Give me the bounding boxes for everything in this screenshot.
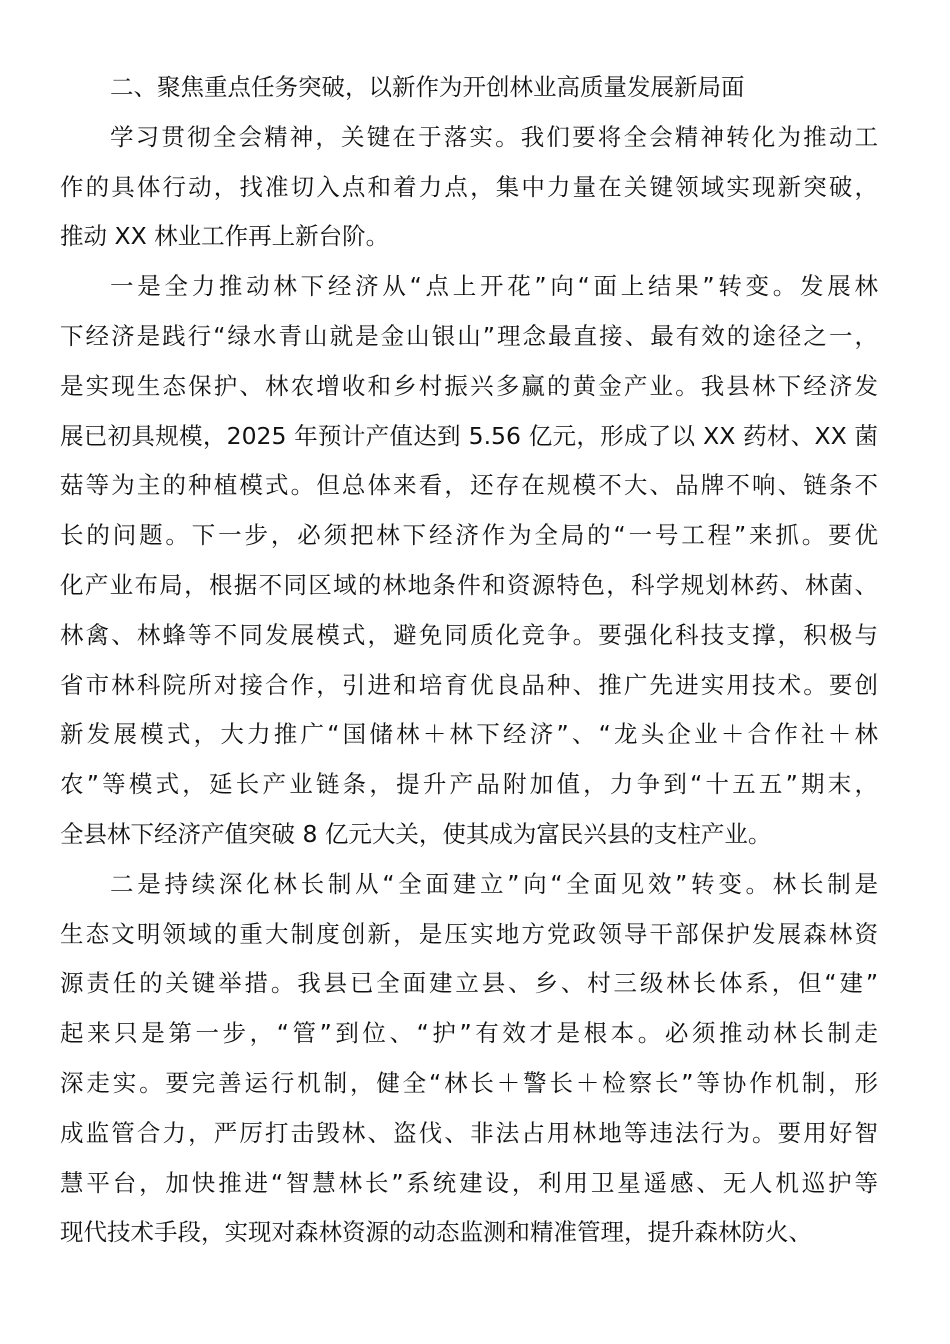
paragraph xyxy=(60,860,878,1258)
text-line: 源责任的关键举措。我县已全面建立县、乡、村三级林长体系，但“建” xyxy=(60,969,878,998)
text-line: 现代技术手段，实现对森林资源的动态监测和精准管理，提升森林防火、 xyxy=(60,1218,812,1247)
text-line: 全县林下经济产值突破 8 亿元大关，使其成为富民兴县的支柱产业。 xyxy=(60,819,772,848)
text-line: 一是全力推动林下经济从“点上开花”向“面上结果”转变。发展林 xyxy=(110,272,878,301)
document-body xyxy=(60,63,878,1258)
text-line: 新发展模式，大力推广“国储林＋林下经济”、“龙头企业＋合作社＋林 xyxy=(60,720,878,749)
text-line: 生态文明领域的重大制度创新，是压实地方党政领导干部保护发展森林资 xyxy=(60,919,878,948)
text-line: 慧平台，加快推进“智慧林长”系统建设，利用卫星遥感、无人机巡护等 xyxy=(60,1168,878,1197)
text-line: 菇等为主的种植模式。但总体来看，还存在规模不大、品牌不响、链条不 xyxy=(60,471,878,500)
text-line: 展已初具规模，2025 年预计产值达到 5.56 亿元，形成了以 XX 药材、XX 菌 xyxy=(60,421,878,450)
paragraph xyxy=(60,262,878,860)
text-line: 二是持续深化林长制从“全面建立”向“全面见效”转变。林长制是 xyxy=(110,869,878,898)
text-line: 下经济是践行“绿水青山就是金山银山”理念最直接、最有效的途径之一， xyxy=(60,321,878,350)
text-line: 作的具体行动，找准切入点和着力点，集中力量在关键领域实现新突破， xyxy=(60,172,878,201)
text-line: 长的问题。下一步，必须把林下经济作为全局的“一号工程”来抓。要优 xyxy=(60,521,878,550)
text-line: 化产业布局，根据不同区域的林地条件和资源特色，科学规划林药、林菌、 xyxy=(60,570,878,599)
text-line: 是实现生态保护、林农增收和乡村振兴多赢的黄金产业。我县林下经济发 xyxy=(60,371,878,400)
text-line: 二、聚焦重点任务突破，以新作为开创林业高质量发展新局面 xyxy=(110,73,745,101)
text-line: 深走实。要完善运行机制，健全“林长＋警长＋检察长”等协作机制，形 xyxy=(60,1068,878,1097)
paragraph xyxy=(60,113,878,262)
text-line: 农”等模式，延长产业链条，提升产品附加值，力争到“十五五”期末， xyxy=(60,770,878,799)
section-heading xyxy=(60,63,878,113)
text-line: 林禽、林蜂等不同发展模式，避免同质化竞争。要强化科技支撑，积极与 xyxy=(60,620,878,649)
text-line: 学习贯彻全会精神，关键在于落实。我们要将全会精神转化为推动工 xyxy=(110,122,878,151)
text-line: 省市林科院所对接合作，引进和培育优良品种、推广先进实用技术。要创 xyxy=(60,670,878,699)
text-line: 起来只是第一步，“管”到位、“护”有效才是根本。必须推动林长制走 xyxy=(60,1019,878,1048)
text-line: 成监管合力，严厉打击毁林、盗伐、非法占用林地等违法行为。要用好智 xyxy=(60,1118,878,1147)
text-line: 推动 XX 林业工作再上新台阶。 xyxy=(60,222,390,251)
